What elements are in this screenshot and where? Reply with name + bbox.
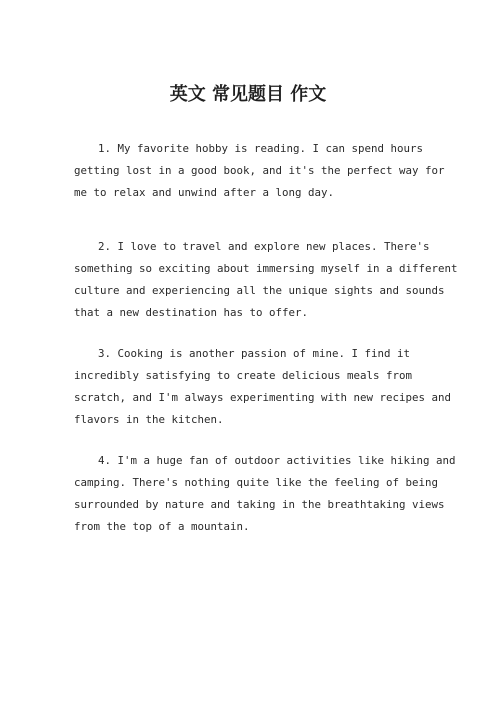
paragraph-line: culture and experiencing all the unique sights and sounds [74,284,445,297]
paragraph-line: 3. Cooking is another passion of mine. I find it [98,347,411,360]
paragraph-line: 4. I'm a huge fan of outdoor activities like hiking and [98,454,456,467]
paragraph-line: 1. My favorite hobby is reading. I can spend hours [98,142,424,155]
paragraph-4 [74,450,456,538]
paragraph-line: something so exciting about immersing myself in a different [74,262,458,275]
paragraph-line: camping. There's nothing quite like the feeling of being [74,476,439,489]
paragraph-1 [74,138,445,204]
paragraph-line: scratch, and I'm always experimenting with new recipes and [74,391,452,404]
paragraph-2 [74,236,458,324]
paragraph-line: incredibly satisfying to create delicious meals from [74,369,413,382]
paragraph-line: that a new destination has to offer. [74,306,309,319]
paragraph-line: from the top of a mountain. [74,520,250,533]
paragraph-line: surrounded by nature and taking in the breathtaking views [74,498,445,511]
paragraph-line: getting lost in a good book, and it's the perfect way for [74,164,445,177]
paragraph-line: 2. I love to travel and explore new places. There's [98,240,430,253]
document-title: 英文 常见题目 作文 [169,84,327,105]
paragraph-line: flavors in the kitchen. [74,413,224,426]
paragraph-3 [74,343,452,431]
paragraph-line: me to relax and unwind after a long day. [74,186,335,199]
